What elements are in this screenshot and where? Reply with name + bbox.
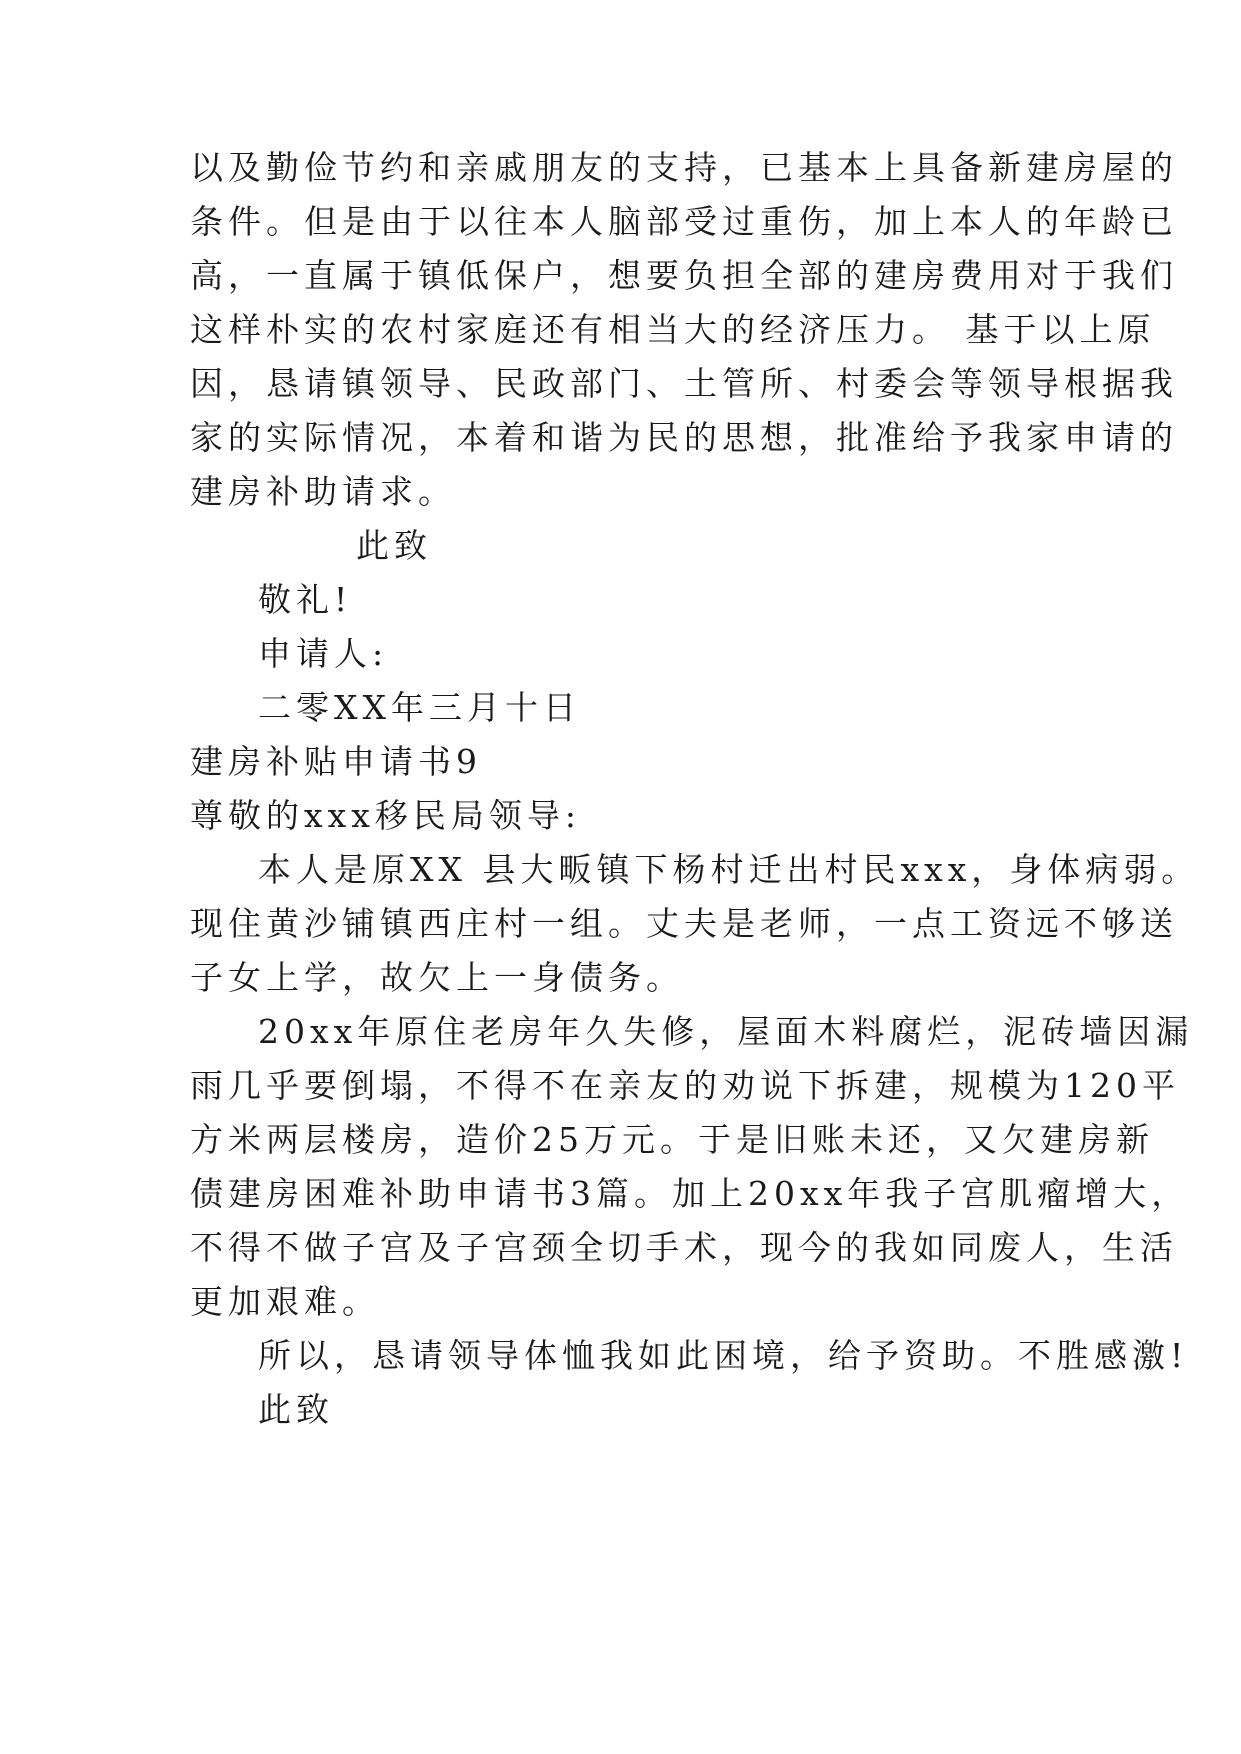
text-line: 方米两层楼房，造价25万元。于是旧账未还，又欠建房新	[190, 1120, 1154, 1159]
text-line: 家的实际情况，本着和谐为民的思想，批准给予我家申请的	[190, 418, 1178, 457]
text-line: 不得不做子宫及子宫颈全切手术，现今的我如同废人，生活	[190, 1228, 1178, 1267]
text-line: 以及勤俭节约和亲戚朋友的支持，已基本上具备新建房屋的	[190, 148, 1178, 187]
closing-salutation: 此致	[258, 1390, 334, 1429]
text-line: 建房补助请求。	[190, 472, 456, 511]
text-line: 这样朴实的农村家庭还有相当大的经济压力。 基于以上原	[190, 310, 1156, 349]
closing-salutation: 此致	[356, 526, 432, 565]
applicant-label: 申请人:	[258, 634, 389, 673]
text-line: 本人是原XX 县大畈镇下杨村迁出村民xxx，身体病弱。	[258, 850, 1200, 889]
text-line: 雨几乎要倒塌，不得不在亲友的劝说下拆建，规模为120平	[190, 1066, 1180, 1105]
text-line: 子女上学，故欠上一身债务。	[190, 958, 684, 997]
text-line: 条件。但是由于以往本人脑部受过重伤，加上本人的年龄已	[190, 202, 1178, 241]
text-line: 20xx年原住老房年久失修，屋面木料腐烂，泥砖墙因漏	[258, 1012, 1194, 1051]
date-line: 二零XX年三月十日	[258, 688, 581, 727]
text-line: 债建房困难补助申请书3篇。加上20xx年我子宫肌瘤增大，	[190, 1174, 1190, 1213]
text-line: 因，恳请镇领导、民政部门、土管所、村委会等领导根据我	[190, 364, 1178, 403]
text-line: 高，一直属于镇低保户，想要负担全部的建房费用对于我们	[190, 256, 1178, 295]
text-line: 更加艰难。	[190, 1282, 380, 1321]
closing-regards: 敬礼!	[258, 580, 353, 619]
greeting-line: 尊敬的xxx移民局领导:	[190, 796, 581, 835]
text-line: 现住黄沙铺镇西庄村一组。丈夫是老师，一点工资远不够送	[190, 904, 1178, 943]
text-line: 所以，恳请领导体恤我如此困境，给予资助。不胜感激!	[258, 1336, 1189, 1375]
section-title: 建房补贴申请书9	[190, 742, 482, 781]
